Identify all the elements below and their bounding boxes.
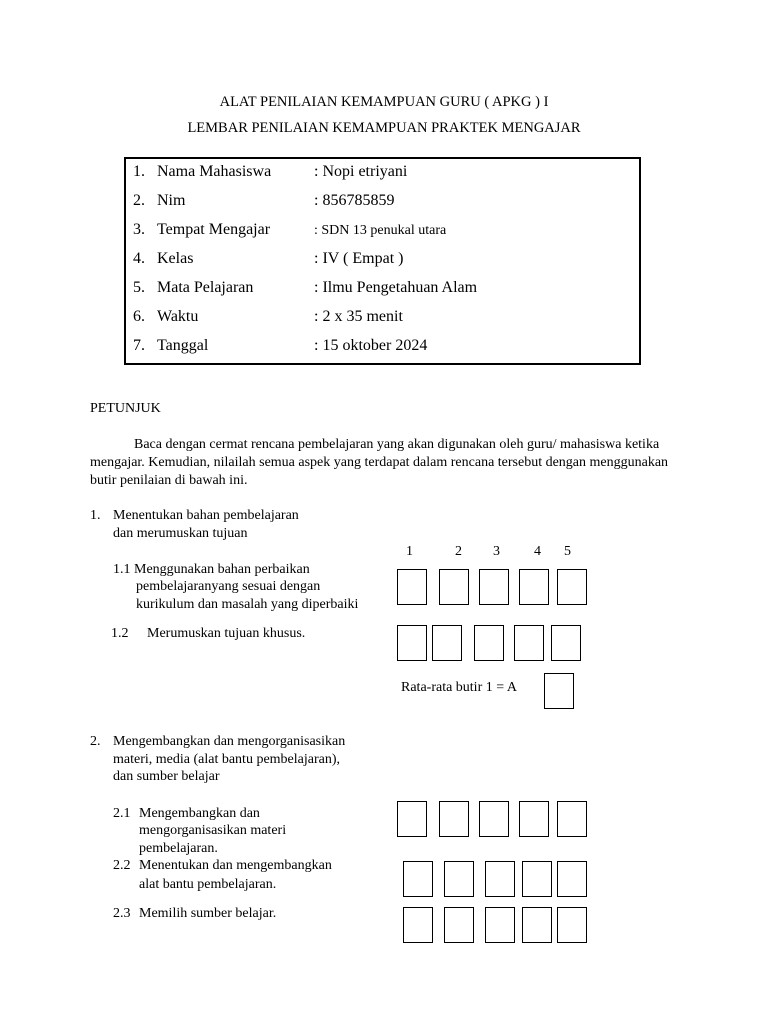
- item-number: 2.2: [113, 858, 131, 873]
- average-label: Rata-rata butir 1 = A: [401, 680, 517, 695]
- rating-box[interactable]: [432, 625, 462, 661]
- item-text: mengorganisasikan materi: [139, 823, 287, 838]
- section-title: materi, media (alat bantu pembelajaran),: [113, 752, 341, 767]
- identity-number: 3.: [133, 221, 145, 238]
- identity-number: 6.: [133, 308, 145, 325]
- scale-number: 5: [564, 544, 571, 559]
- identity-label: Nama Mahasiswa: [157, 163, 272, 180]
- rating-box[interactable]: [557, 861, 587, 897]
- identity-value: : Nopi etriyani: [314, 163, 408, 180]
- scale-number: 1: [406, 544, 413, 559]
- identity-value: : Ilmu Pengetahuan Alam: [314, 279, 478, 296]
- rating-box[interactable]: [522, 861, 552, 897]
- rating-box[interactable]: [397, 569, 427, 605]
- identity-value: : 856785859: [314, 192, 395, 209]
- identity-label: Mata Pelajaran: [157, 279, 254, 296]
- identity-value: : 15 oktober 2024: [314, 337, 428, 354]
- scale-number: 2: [455, 544, 462, 559]
- rating-box[interactable]: [519, 801, 549, 837]
- rating-box[interactable]: [479, 569, 509, 605]
- rating-box[interactable]: [403, 907, 433, 943]
- rating-box[interactable]: [474, 625, 504, 661]
- rating-box[interactable]: [485, 907, 515, 943]
- rating-box[interactable]: [522, 907, 552, 943]
- section-title: dan sumber belajar: [113, 769, 220, 784]
- item-text: Menentukan dan mengembangkan: [139, 858, 332, 873]
- section-number: 1.: [90, 508, 101, 523]
- average-box[interactable]: [544, 673, 574, 709]
- scale-number: 4: [534, 544, 541, 559]
- instructions-text: Baca dengan cermat rencana pembelajaran yang akan digunakan oleh guru/ mahasiswa ketika mengajar. Kemudian, nilailah semua aspek yang terdapat dalam rencana tersebut dengan menggunakan butir penilaian di bawah ini.: [90, 437, 669, 488]
- rating-box[interactable]: [485, 861, 515, 897]
- item-text: pembelajaran.: [139, 841, 218, 856]
- identity-number: 2.: [133, 192, 145, 209]
- document-title: ALAT PENILAIAN KEMAMPUAN GURU ( APKG ) I: [219, 94, 549, 110]
- identity-value: : IV ( Empat ): [314, 250, 404, 267]
- rating-box[interactable]: [557, 801, 587, 837]
- identity-label: Waktu: [157, 308, 199, 325]
- identity-value: : SDN 13 penukal utara: [314, 223, 447, 238]
- rating-box[interactable]: [519, 569, 549, 605]
- section-title: Mengembangkan dan mengorganisasikan: [113, 734, 346, 749]
- section-title: dan merumuskan tujuan: [113, 526, 248, 541]
- rating-box[interactable]: [557, 569, 587, 605]
- identity-label: Nim: [157, 192, 186, 209]
- rating-box[interactable]: [397, 625, 427, 661]
- rating-box[interactable]: [557, 907, 587, 943]
- instructions-heading: PETUNJUK: [90, 401, 161, 416]
- rating-box[interactable]: [444, 861, 474, 897]
- identity-number: 5.: [133, 279, 145, 296]
- rating-box[interactable]: [444, 907, 474, 943]
- item-text: 1.1 Menggunakan bahan perbaikan: [113, 562, 310, 577]
- item-text: kurikulum dan masalah yang diperbaiki: [136, 597, 359, 612]
- identity-number: 7.: [133, 337, 145, 354]
- identity-label: Tanggal: [157, 337, 209, 354]
- scale-number: 3: [493, 544, 500, 559]
- document-subtitle: LEMBAR PENILAIAN KEMAMPUAN PRAKTEK MENGAJAR: [187, 120, 581, 136]
- rating-box[interactable]: [439, 569, 469, 605]
- rating-box[interactable]: [397, 801, 427, 837]
- identity-value: : 2 x 35 menit: [314, 308, 403, 325]
- item-number: 2.1: [113, 806, 131, 821]
- identity-number: 1.: [133, 163, 145, 180]
- item-text: Mengembangkan dan: [139, 806, 260, 821]
- rating-box[interactable]: [551, 625, 581, 661]
- rating-box[interactable]: [403, 861, 433, 897]
- rating-box[interactable]: [514, 625, 544, 661]
- section-number: 2.: [90, 734, 101, 749]
- identity-number: 4.: [133, 250, 145, 267]
- identity-label: Kelas: [157, 250, 194, 267]
- item-text: alat bantu pembelajaran.: [139, 877, 277, 892]
- item-text: pembelajaranyang sesuai dengan: [136, 579, 321, 594]
- item-number: 2.3: [113, 906, 131, 921]
- identity-label: Tempat Mengajar: [157, 221, 271, 238]
- item-number: 1.2: [111, 626, 129, 641]
- item-text: Memilih sumber belajar.: [139, 906, 277, 921]
- section-title: Menentukan bahan pembelajaran: [113, 508, 299, 523]
- rating-box[interactable]: [439, 801, 469, 837]
- item-text: Merumuskan tujuan khusus.: [147, 626, 306, 641]
- rating-box[interactable]: [479, 801, 509, 837]
